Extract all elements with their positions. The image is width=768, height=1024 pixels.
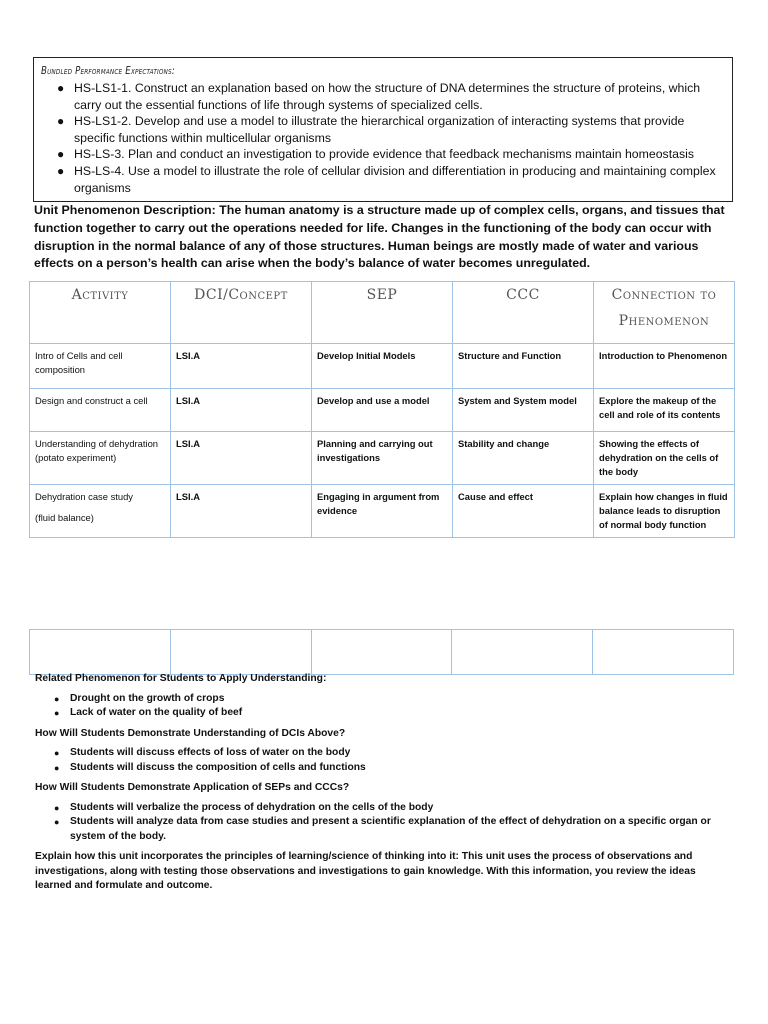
cell-ccc: System and System model <box>453 389 594 432</box>
bullet-icon: ● <box>57 147 65 162</box>
cell-ccc: Cause and effect <box>453 485 594 538</box>
sep-demo-list <box>35 801 735 845</box>
header-ccc: CCC <box>453 282 594 344</box>
header-connection: Connection to Phenomenon <box>594 282 735 344</box>
cell-activity-text: Dehydration case study <box>35 491 133 502</box>
bullet-icon: ● <box>54 748 60 758</box>
empty-cell <box>170 630 311 675</box>
empty-cell <box>311 630 452 675</box>
bullet-icon: ● <box>54 802 60 813</box>
performance-expectations-box <box>33 57 733 202</box>
activity-table <box>29 281 735 538</box>
performance-expectations-list <box>41 80 724 196</box>
empty-cell <box>452 630 593 675</box>
cell-sep: Develop Initial Models <box>312 344 453 389</box>
cell-connection: Explore the makeup of the cell and role of its contents <box>594 389 735 432</box>
performance-expectations-heading: Bundled Performance Expectations: <box>41 65 175 77</box>
related-heading: Related Phenomenon for Students to Apply Understanding: <box>35 673 327 684</box>
bullet-icon: ● <box>54 762 60 773</box>
list-item: ● Drought on the growth of crops <box>70 692 735 707</box>
cell-activity: Intro of Cells and cell composition <box>30 344 171 389</box>
pe-item: ● HS-LS-3. Plan and conduct an investigation to provide evidence that feedback mechanisms maintain homeostasis <box>57 147 694 162</box>
pe-item: ● HS-LS1-2. Develop and use a model to illustrate the hierarchical organization of interacting systems that provide specific functions within multicellular organisms <box>57 114 685 145</box>
cell-connection: Showing the effects of dehydration on the cells of the body <box>594 432 735 485</box>
dci-demo-heading: How Will Students Demonstrate Understanding of DCIs Above? <box>35 727 346 739</box>
table-row <box>30 630 734 675</box>
cell-activity-note: (fluid balance) <box>35 512 94 523</box>
cell-connection: Explain how changes in fluid balance leads to disruption of normal body function <box>594 485 735 538</box>
table-row <box>30 389 735 432</box>
dci-demo-list <box>35 746 735 775</box>
list-item: ● Students will discuss the composition of cells and functions <box>70 761 735 776</box>
related-list <box>35 692 735 721</box>
pe-item: ● HS-LS-4. Use a model to illustrate the role of cellular division and differentiation in producing and maintaining complex organisms <box>57 163 716 195</box>
learning-principles-explanation: Explain how this unit incorporates the principles of learning/science of thinking into it: This unit uses the process of observations and investigations, along with testing those observations and investigations to gain knowledge. With this information, you review the ideas learned and formulate and outcome. <box>35 851 696 891</box>
pe-item: ● HS-LS1-1. Construct an explanation based on how the structure of DNA determines the structure of proteins, which carry out the essential functions of life through systems of specialized cells. <box>57 81 701 112</box>
list-item: ● Students will analyze data from case studies and present a scientific explanation of the effect of dehydration on a specific organ or system of the body. <box>54 816 711 842</box>
cell-dci: LSI.A <box>171 344 312 389</box>
table-row <box>30 344 735 389</box>
cell-activity <box>30 485 171 538</box>
list-item: ● Students will discuss effects of loss of water on the body <box>70 746 735 761</box>
list-item: ● Lack of water on the quality of beef <box>70 706 735 721</box>
cell-dci: LSI.A <box>171 432 312 485</box>
cell-ccc: Structure and Function <box>453 344 594 389</box>
cell-ccc: Stability and change <box>453 432 594 485</box>
list-item: ● Students will verbalize the process of dehydration on the cells of the body <box>70 801 735 816</box>
unit-phenomenon-description: Unit Phenomenon Description: The human anatomy is a structure made up of complex cells, organs, and tissues that function together to carry out the operations needed for life. Changes in the functioning of the body can occur with disruption in the normal balance of any of those structures. Human beings are mostly made of water and various effects on a person’s health can arise when the body’s balance of water becomes unregulated. <box>34 203 725 271</box>
cell-sep: Planning and carrying out investigations <box>312 432 453 485</box>
bullet-icon: ● <box>54 693 60 704</box>
cell-activity: Design and construct a cell <box>30 389 171 432</box>
bullet-icon: ● <box>57 114 65 129</box>
cell-sep: Engaging in argument from evidence <box>312 485 453 538</box>
table-row <box>30 432 735 485</box>
cell-dci: LSI.A <box>171 389 312 432</box>
table-header-row <box>30 282 735 344</box>
bullet-icon: ● <box>54 817 60 827</box>
sep-demo-heading: How Will Students Demonstrate Application of SEPs and CCCs? <box>35 782 350 793</box>
header-sep: SEP <box>312 282 453 344</box>
cell-activity: Understanding of dehydration (potato experiment) <box>30 432 171 485</box>
bullet-icon: ● <box>57 81 65 95</box>
empty-cell <box>593 630 734 675</box>
empty-cell <box>30 630 171 675</box>
bullet-icon: ● <box>54 708 60 718</box>
header-activity: Activity <box>30 282 171 344</box>
bullet-icon: ● <box>57 163 65 178</box>
header-dci-concept: DCI/Concept <box>171 282 312 344</box>
cell-dci: LSI.A <box>171 485 312 538</box>
cell-connection: Introduction to Phenomenon <box>594 344 735 389</box>
cell-sep: Develop and use a model <box>312 389 453 432</box>
lower-section <box>35 672 735 894</box>
table-row <box>30 485 735 538</box>
empty-table <box>29 629 734 675</box>
